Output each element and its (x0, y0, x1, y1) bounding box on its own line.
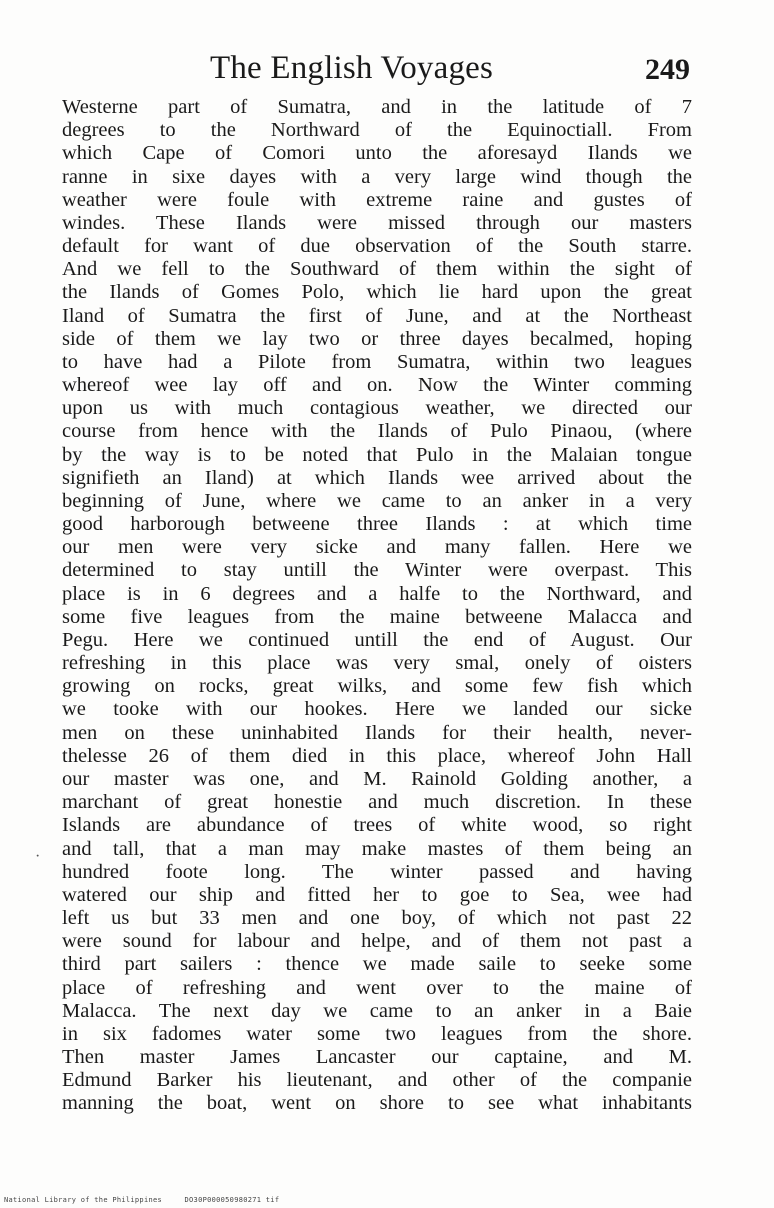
text-line: Then master James Lancaster our captaine, and M. (62, 1046, 692, 1069)
text-line: place of refreshing and went over to the maine of (62, 976, 692, 999)
text-line: good harborough betweene three Ilands : at which time (62, 513, 692, 536)
text-line: manning the boat, went on shore to see what inhabitants (62, 1092, 692, 1115)
text-line: ranne in sixe dayes with a very large wind though the (62, 165, 692, 188)
text-line: windes. These Ilands were missed through our masters (62, 211, 692, 234)
text-line: we tooke with our hookes. Here we landed our sicke (62, 698, 692, 721)
text-line: hundred foote long. The winter passed and having (62, 860, 692, 883)
text-line: course from hence with the Ilands of Pulo Pinaou, (where (62, 420, 692, 443)
text-line: which Cape of Comori unto the aforesayd Ilands we (62, 142, 692, 165)
text-line: left us but 33 men and one boy, of which not past 22 (62, 907, 692, 930)
margin-speck: · (35, 848, 41, 865)
text-line: signifieth an Iland) at which Ilands wee arrived about the (62, 466, 692, 489)
text-line: Malacca. The next day we came to an anker in a Baie (62, 999, 692, 1022)
text-line: some five leagues from the maine betweene Malacca and (62, 605, 692, 628)
text-line: Pegu. Here we continued untill the end of August. Our (62, 628, 692, 651)
library-name: National Library of the Philippines (4, 1196, 163, 1204)
text-line: Iland of Sumatra the first of June, and at the Northeast (62, 304, 692, 327)
text-line: weather were foule with extreme raine and gustes of (62, 188, 692, 211)
text-line: third part sailers : thence we made saile to seeke some (62, 953, 692, 976)
text-line: watered our ship and fitted her to goe to Sea, wee had (62, 883, 692, 906)
text-line: refreshing in this place was very smal, onely of oisters (62, 652, 692, 675)
text-line: thelesse 26 of them died in this place, whereof John Hall (62, 744, 692, 767)
text-line: Westerne part of Sumatra, and in the latitude of 7 (62, 96, 692, 118)
text-line: men on these uninhabited Ilands for their health, never- (62, 721, 692, 744)
text-line: growing on rocks, great wilks, and some few fish which (62, 675, 692, 698)
text-line: upon us with much contagious weather, we directed our (62, 397, 692, 420)
text-line: side of them we lay two or three dayes becalmed, hoping (62, 327, 692, 350)
text-line: our men were very sicke and many fallen. Here we (62, 536, 692, 559)
text-line: place is in 6 degrees and a halfe to the Northward, and (62, 582, 692, 605)
library-stamp (4, 1196, 279, 1204)
running-head (210, 50, 690, 94)
text-line: default for want of due observation of the South starre. (62, 235, 692, 258)
text-line: in six fadomes water some two leagues from the shore. (62, 1022, 692, 1045)
text-line: Edmund Barker his lieutenant, and other of the companie (62, 1069, 692, 1092)
scan-file-id: DO30P000050980271 tif (184, 1196, 280, 1204)
text-line: Islands are abundance of trees of white wood, so right (62, 814, 692, 837)
text-line: to have had a Pilote from Sumatra, within two leagues (62, 350, 692, 373)
text-line: by the way is to be noted that Pulo in the Malaian tongue (62, 443, 692, 466)
text-line: And we fell to the Southward of them within the sight of (62, 258, 692, 281)
text-line: were sound for labour and helpe, and of them not past a (62, 930, 692, 953)
text-line: whereof wee lay off and on. Now the Winter comming (62, 374, 692, 397)
text-line: marchant of great honestie and much discretion. In these (62, 791, 692, 814)
text-line: beginning of June, where we came to an anker in a very (62, 489, 692, 512)
text-line: our master was one, and M. Rainold Golding another, a (62, 767, 692, 790)
body-text (62, 96, 692, 1116)
text-line: and tall, that a man may make mastes of them being an (62, 837, 692, 860)
text-line: determined to stay untill the Winter were overpast. This (62, 559, 692, 582)
running-title: The English Voyages (210, 50, 494, 86)
page-number: 249 (645, 53, 690, 86)
text-line: the Ilands of Gomes Polo, which lie hard upon the great (62, 281, 692, 304)
text-line: degrees to the Northward of the Equinoctiall. From (62, 119, 692, 142)
